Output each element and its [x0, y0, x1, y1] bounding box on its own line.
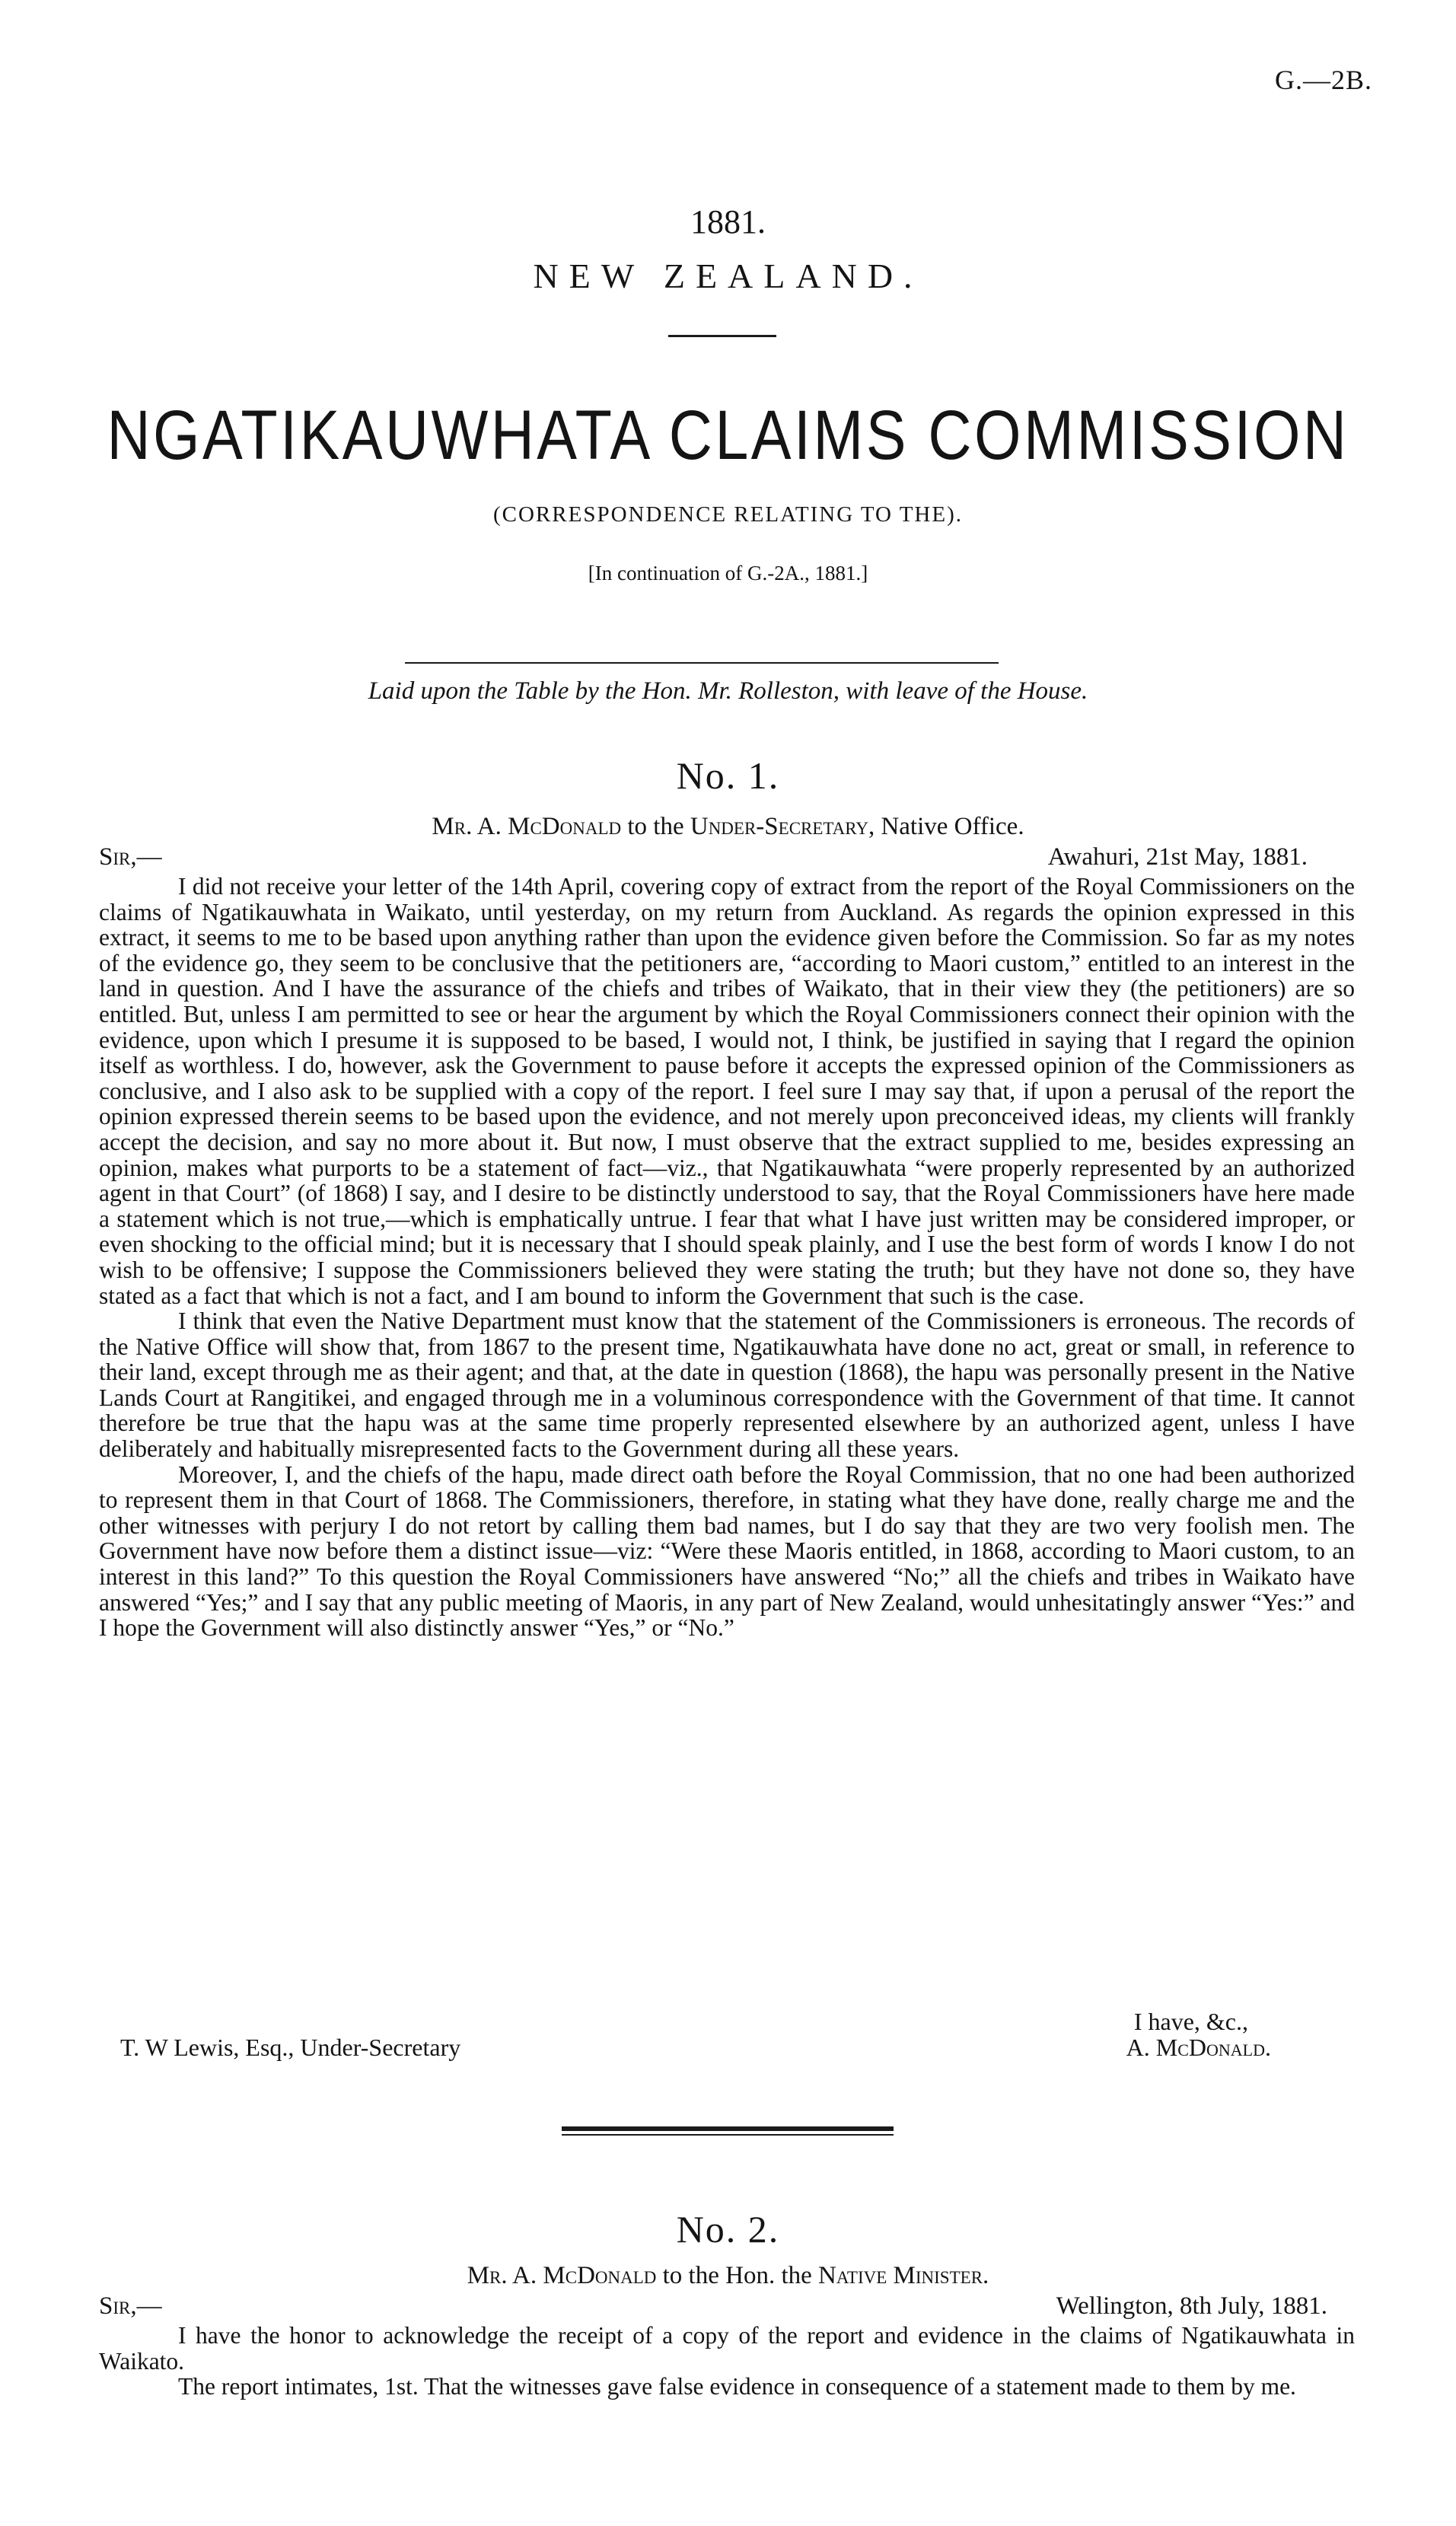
letter-2-body: [99, 2323, 1355, 2400]
letter-1-place-date: Awahuri, 21st May, 1881.: [1047, 843, 1308, 871]
letter-2-salutation-row: [99, 2292, 1355, 2323]
country-heading: NEW ZEALAND.: [533, 256, 923, 295]
letter-2-paragraph-2: The report intimates, 1st. That the witnesses gave false evidence in consequence of a statement made to them by me.: [178, 2373, 1296, 2400]
continuation-note: [In continuation of G.-2A., 1881.]: [588, 562, 868, 585]
letter-2-place-date: Wellington, 8th July, 1881.: [1056, 2292, 1327, 2320]
letter-2-number: No. 2.: [676, 2208, 780, 2250]
letter-2-salutation: Sir,—: [99, 2292, 162, 2320]
letter-1-paragraph-3: Moreover, I, and the chiefs of the hapu, made direct oath before the Royal Commission, that no one had been authorized to represent them in that Court of 1868. The Commissioners, therefore, in stating what they have done, really charge me and the other witnesses with perjury I do not retort by calling them bad names, but I do say that they are two very foolish men. The Government have now before them a distinct issue—viz: “Were these Maoris entitled, in 1868, according to Maori custom, to an interest in this land?” To this question the Royal Commissioners have answered “No;” all the chiefs and tribes in Waikato have answered “Yes;” and I say that any public meeting of Maoris, in any part of New Zealand, would unhesitatingly answer “Yes:” and I hope the Government will also distinctly answer “Yes,” or “No.”: [99, 1460, 1355, 1642]
letter-1-paragraph-1: I did not receive your letter of the 14th April, covering copy of extract from the report of the Royal Commissioners on the claims of Ngatikauwhata in Waikato, until yesterday, on my return from Auckland. As regards the opinion expressed in this extract, it seems to me to be based upon anything rather than upon the evidence given before the Commission. So far as my notes of the evidence go, they seem to be conclusive that the petitioners are, “according to Maori custom,” entitled to an interest in the land in question. And I have the assurance of the chiefs and tribes of Waikato, that in their view they (the petitioners) are so entitled. But, unless I am permitted to see or hear the argument by which the Royal Commissioners connect their opinion with the evidence, upon which I presume it is supposed to be based, I would not, I think, be justified in saying that I regard the opinion itself as worthless. I do, however, ask the Government to pause before it accepts the expressed opinion of the Commissioners as conclusive, and I also ask to be supplied with a copy of the report. I feel sure I may say that, if upon a perusal of the report the opinion expressed therein seems to be based upon the evidence, and not merely upon preconceived ideas, my clients will frankly accept the decision, and say no more about it. But now, I must observe that the extract supplied to me, besides expressing an opinion, makes what purports to be a statement of fact—viz., that Ngatikauwhata “were properly represented by an authorized agent in that Court” (of 1868) I say, and I desire to be distinctly understood to say, that the Royal Commissioners have here made a statement which is not true,—which is emphatically untrue. I fear that what I have just written may be considered improper, or even shocking to the official mind; but it is necessary that I should speak plainly, and I use the best form of words I know I do not wish to be offensive; I suppose the Commissioners believed they were stating the truth; but they have not done so, they have stated as a fact that which is not a fact, and I am bound to inform the Government that such is the case.: [99, 873, 1355, 1309]
letter-1-salutation-row: [99, 843, 1355, 874]
letter-2-paragraph-1: I have the honor to acknowledge the receipt of a copy of the report and evidence in the claims of Ngatikauwhata in Waikato.: [99, 2322, 1355, 2375]
letter-1-signature: A. McDonald.: [1126, 2034, 1271, 2061]
document-subtitle: (CORRESPONDENCE RELATING TO THE).: [492, 502, 963, 527]
letter-1-connector: to the: [627, 813, 684, 840]
letter-1-addressee: T. W Lewis, Esq., Under-Secretary: [120, 2034, 461, 2061]
section-divider-thick: [562, 2126, 894, 2131]
letter-1-to: Under-Secretary: [690, 813, 868, 840]
letter-1-number: No. 1.: [676, 754, 780, 797]
letter-1-paragraph-2: I think that even the Native Department must know that the statement of the Commissioners is erroneous. The records of the Native Office will show that, from 1867 to the present time, Ngatikauwhata have done no act, great or small, in reference to their land, except through me as their agent; and that, at the date in question (1868), the hapu was personally present in the Native Lands Court at Rangitikei, and engaged through me in a voluminous correspondence with the Government of that time. It cannot therefore be true that the hapu was at the same time properly represented elsewhere by an authorized agent, unless I have deliberately and habitually misrepresented facts to the Government during all these years.: [99, 1308, 1355, 1463]
letter-2-to: Native Minister.: [818, 2262, 989, 2289]
year: 1881.: [690, 203, 766, 240]
divider-mid: [405, 662, 999, 664]
letter-1-heading: [0, 813, 1456, 841]
laid-before-house-note: Laid upon the Table by the Hon. Mr. Rolleston, with leave of the House.: [368, 677, 1088, 705]
letter-2-connector: to the Hon. the: [662, 2262, 812, 2289]
letter-1-body: [99, 874, 1355, 1641]
paper-reference: G.—2B.: [1274, 65, 1372, 95]
letter-2-heading: [0, 2262, 1456, 2290]
letter-1-closing: I have, &c.,: [1133, 2008, 1248, 2035]
letter-1-from: Mr. A. McDonald: [432, 813, 622, 840]
document-title: NGATIKAUWHATA CLAIMS COMMISSION: [107, 397, 1349, 474]
letter-1-signature-row: [99, 2034, 1355, 2064]
letter-1-salutation: Sir,—: [99, 843, 162, 871]
divider-short: [668, 335, 776, 337]
letter-1-office: , Native Office.: [868, 813, 1024, 840]
letter-2-from: Mr. A. McDonald: [467, 2262, 657, 2289]
section-divider-thin: [562, 2134, 894, 2136]
